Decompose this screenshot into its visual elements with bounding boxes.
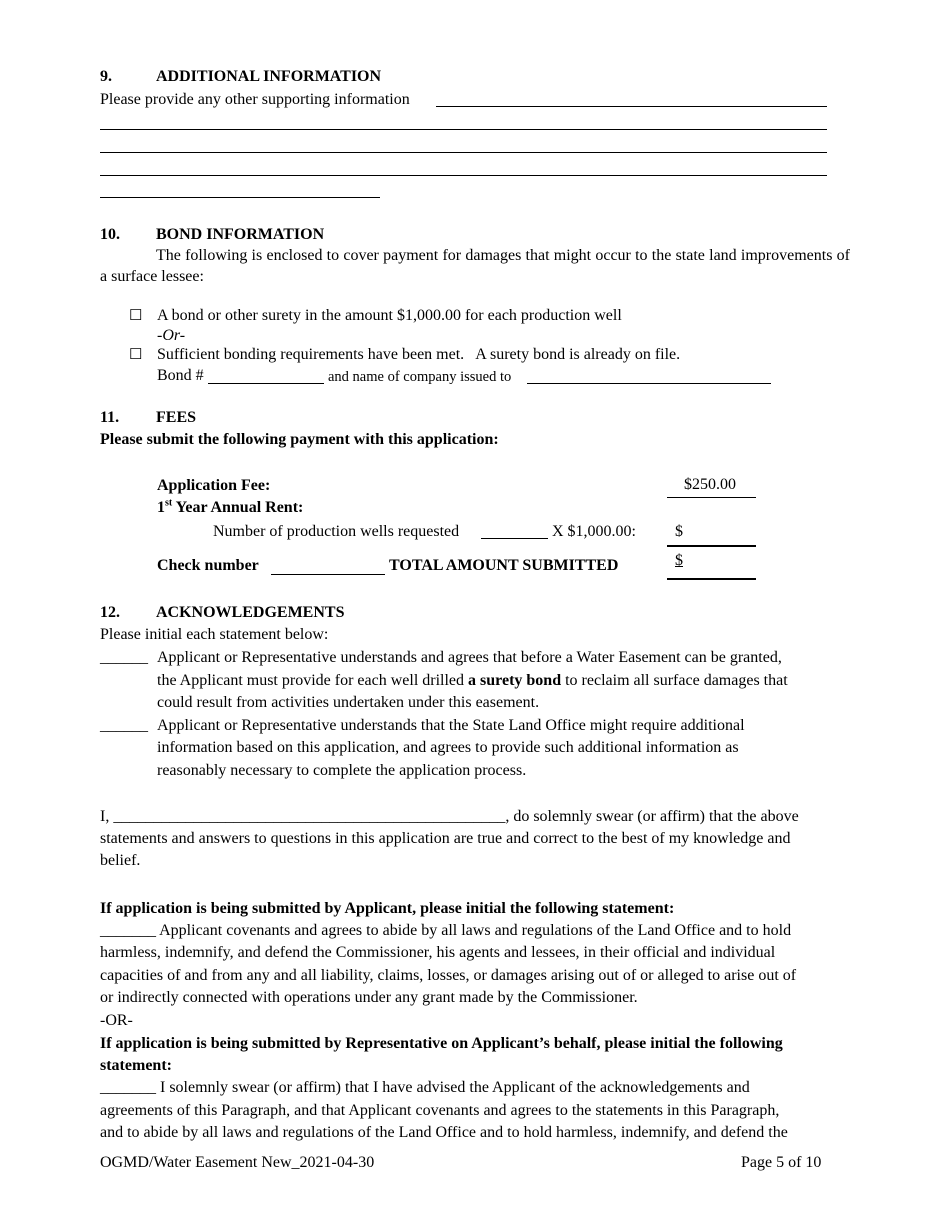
section-number: 11.: [100, 409, 120, 426]
footer-doc-id: OGMD/Water Easement New_2021-04-30: [100, 1154, 375, 1171]
section-11-heading: [100, 408, 196, 428]
section-title: BOND INFORMATION: [156, 226, 325, 243]
ack-1-initial-field[interactable]: ______: [100, 649, 148, 666]
section-9-heading: [100, 67, 381, 87]
ack-2-line-2: information based on this application, and agrees to provide such additional information as: [157, 739, 739, 756]
applicant-statement-line-2: harmless, indemnify, and defend the Commissioner, his agents and lessees, in their official and individual: [100, 944, 776, 961]
total-amount-field[interactable]: [667, 578, 756, 580]
bond-number-field[interactable]: [208, 383, 324, 384]
representative-statement-heading-2: statement:: [100, 1057, 172, 1074]
check-number-field[interactable]: [271, 574, 385, 575]
ack-1-line-2: the Applicant must provide for each well drilled a surety bond to reclaim all surface damages that: [157, 672, 788, 689]
section-title: ACKNOWLEDGEMENTS: [156, 604, 345, 621]
applicant-initial-field[interactable]: _______: [100, 922, 156, 939]
application-fee-underline: [667, 497, 756, 498]
total-amount-label: TOTAL AMOUNT SUBMITTED: [389, 557, 619, 574]
annual-rent-label: 1st Year Annual Rent:: [157, 497, 304, 516]
section-title: FEES: [156, 409, 197, 426]
application-fee-label: Application Fee:: [157, 477, 271, 494]
application-fee-value: $250.00: [684, 476, 736, 493]
representative-statement-line-2: agreements of this Paragraph, and that Applicant covenants and agrees to the statements in this Paragraph,: [100, 1102, 780, 1119]
additional-info-line-1[interactable]: [436, 106, 827, 107]
annual-rent-dollar: $: [675, 523, 683, 540]
additional-info-prompt: Please provide any other supporting information: [100, 91, 410, 108]
footer-page-number: Page 5 of 10: [741, 1154, 822, 1171]
bond-option-1-checkbox[interactable]: ☐: [129, 308, 143, 324]
bond-option-1-label: A bond or other surety in the amount $1,000.00 for each production well: [157, 307, 622, 324]
ack-1-line-1: Applicant or Representative understands and agrees that before a Water Easement can be granted,: [157, 649, 782, 666]
representative-initial-field[interactable]: _______: [100, 1079, 156, 1096]
section-12-heading: [100, 603, 344, 623]
total-amount-dollar: $: [675, 552, 683, 569]
fees-instruction: Please submit the following payment with this application:: [100, 431, 499, 448]
oath-name-field[interactable]: _________________________________________________: [113, 808, 506, 825]
ack-2-line-1: Applicant or Representative understands that the State Land Office might require additional: [157, 717, 745, 734]
bond-or-label: -Or-: [157, 327, 186, 344]
wells-multiplier: X $1,000.00:: [552, 523, 636, 540]
check-number-label: Check number: [157, 557, 259, 574]
representative-statement-heading-1: If application is being submitted by Representative on Applicant’s behalf, please initial the following: [100, 1035, 783, 1052]
section-10-heading: [100, 225, 324, 245]
wells-requested-field[interactable]: [481, 538, 548, 539]
bond-option-2-checkbox[interactable]: ☐: [129, 347, 143, 363]
bond-company-label: and name of company issued to: [328, 369, 512, 385]
representative-statement-line-3: and to abide by all laws and regulations of the Land Office and to hold harmless, indemnify, and defend the: [100, 1124, 788, 1141]
bond-option-2-label: Sufficient bonding requirements have been met. A surety bond is already on file.: [157, 346, 681, 363]
annual-rent-field[interactable]: [667, 545, 756, 547]
additional-info-line-4[interactable]: [100, 175, 827, 176]
applicant-statement-heading: If application is being submitted by Applicant, please initial the following statement:: [100, 900, 675, 917]
oath-line-1: I, _________________________________________________, do solemnly swear (or affirm) that the above: [100, 808, 799, 825]
section-number: 12.: [100, 604, 120, 621]
representative-statement-line-1: _______ I solemnly swear (or affirm) that I have advised the Applicant of the acknowledgements and: [100, 1079, 750, 1096]
ack-2-initial-field[interactable]: ______: [100, 717, 148, 734]
additional-info-line-2[interactable]: [100, 129, 827, 130]
bond-company-field[interactable]: [527, 383, 771, 384]
bond-number-label: Bond #: [157, 367, 204, 384]
oath-line-2: statements and answers to questions in this application are true and correct to the best of my knowledge and: [100, 830, 791, 847]
applicant-statement-line-4: or indirectly connected with operations under any grant made by the Commissioner.: [100, 989, 638, 1006]
ack-2-line-3: reasonably necessary to complete the application process.: [157, 762, 527, 779]
ack-1-line-3: could result from activities undertaken under this easement.: [157, 694, 540, 711]
additional-info-line-5[interactable]: [100, 197, 380, 198]
section-title: ADDITIONAL INFORMATION: [156, 68, 382, 85]
applicant-statement-line-1: _______ Applicant covenants and agrees to abide by all laws and regulations of the Land Office and to hold: [100, 922, 792, 939]
ack-instruction: Please initial each statement below:: [100, 626, 329, 643]
section-number: 9.: [100, 68, 112, 85]
additional-info-line-3[interactable]: [100, 152, 827, 153]
section-number: 10.: [100, 226, 120, 243]
bond-intro: The following is enclosed to cover payment for damages that might occur to the state land improvements of a surface lessee:: [100, 247, 850, 285]
oath-line-3: belief.: [100, 852, 141, 869]
or-separator: -OR-: [100, 1012, 133, 1029]
applicant-statement-line-3: capacities of and from any and all liability, claims, losses, or damages arising out of or alleged to arise out of: [100, 967, 797, 984]
wells-requested-label: Number of production wells requested: [213, 523, 460, 540]
